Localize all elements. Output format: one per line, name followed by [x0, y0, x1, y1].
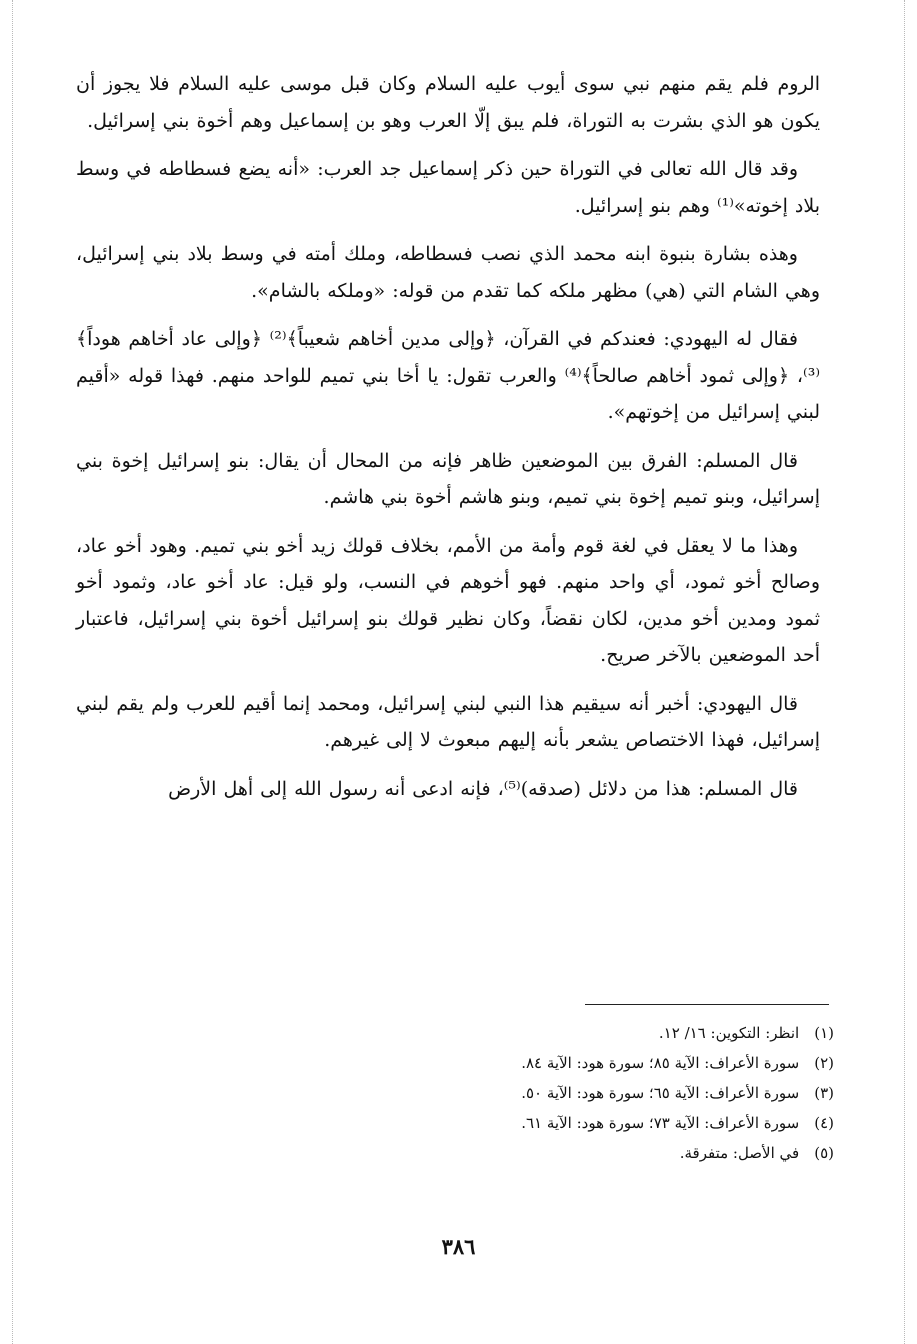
footnote-text: انظر: التكوين: ١٦/ ١٢. — [658, 1024, 800, 1042]
footnotes — [200, 1018, 834, 1168]
paragraph-2: وقد قال الله تعالى في التوراة حين ذكر إسماعيل جد العرب: «أنه يضع فسطاطه في وسط بلاد إخوته»⁽¹⁾ وهم بنو إسرائيل. — [76, 158, 820, 217]
footnote-2 — [200, 1048, 834, 1078]
footnote-number: (٤) — [814, 1114, 834, 1132]
footnote-3 — [200, 1078, 834, 1108]
footnote-text: سورة الأعراف: الآية ٨٥؛ سورة هود: الآية ٨٤. — [521, 1054, 800, 1072]
footnote-number: (٥) — [814, 1144, 834, 1162]
scan-edge-right — [904, 0, 905, 1344]
footnote-5 — [200, 1138, 834, 1168]
footnote-number: (١) — [814, 1024, 834, 1042]
footnote-text: سورة الأعراف: الآية ٧٣؛ سورة هود: الآية ٦١. — [521, 1114, 800, 1132]
paragraph-3: وهذه بشارة بنبوة ابنه محمد الذي نصب فسطاطه، وملك أمته في وسط بلاد بني إسرائيل، وهي الشام التي (هي) مظهر ملكه كما تقدم من قوله: «وملكه بالشام». — [76, 243, 820, 302]
footnote-4 — [200, 1108, 834, 1138]
footnote-text: سورة الأعراف: الآية ٦٥؛ سورة هود: الآية ٥٠. — [521, 1084, 800, 1102]
page-body — [76, 66, 820, 819]
footnote-number: (٢) — [814, 1054, 834, 1072]
footnote-separator — [585, 1004, 829, 1005]
footnote-1 — [200, 1018, 834, 1048]
paragraph-1: الروم فلم يقم منهم نبي سوى أيوب عليه السلام وكان قبل موسى عليه السلام فلا يجوز أن يكون هو الذي بشرت به التوراة، فلم يبق إلّا العرب وهو بن إسماعيل وهم أخوة بني إسرائيل. — [76, 73, 820, 132]
paragraph-8: قال المسلم: هذا من دلائل (صدقه)⁽⁵⁾، فإنه ادعى أنه رسول الله إلى أهل الأرض — [168, 777, 798, 800]
page-number: ٣٨٦ — [441, 1234, 476, 1259]
paragraph-4: فقال له اليهودي: فعندكم في القرآن، ﴿وإلى مدين أخاهم شعيباً﴾⁽²⁾ ﴿وإلى عاد أخاهم هوداً﴾⁽³⁾، ﴿وإلى ثمود أخاهم صالحاً﴾⁽⁴⁾ والعرب تقول: يا أخا بني تميم للواحد منهم. فهذا قوله «أقيم لبني إسرائيل من إخوتهم». — [76, 328, 820, 423]
footnote-number: (٣) — [814, 1084, 834, 1102]
paragraph-6: وهذا ما لا يعقل في لغة قوم وأمة من الأمم، بخلاف قولك زيد أخو بني تميم. وهود أخو عاد، وصالح أخو ثمود، أي واحد منهم. فهو أخوهم في النسب، ولو قيل: عاد أخو عاد، وثمود أخو ثمود ومدين أخو مدين، لكان نقضاً، وكان نظير قولك بنو إسرائيل أخوة بني إسرائيل، فاعتبار أحد الموضعين بالآخر صريح. — [76, 534, 820, 666]
paragraph-7: قال اليهودي: أخبر أنه سيقيم هذا النبي لبني إسرائيل، ومحمد إنما أقيم للعرب ولم يقم لبني إسرائيل، فهذا الاختصاص يشعر بأنه إليهم مبعوث لا إلى غيرهم. — [76, 692, 820, 751]
footnote-text: في الأصل: متفرقة. — [679, 1144, 800, 1162]
paragraph-5: قال المسلم: الفرق بين الموضعين ظاهر فإنه من المحال أن يقال: بنو إسرائيل إخوة بني إسرائيل، وبنو تميم إخوة بني تميم، وبنو هاشم أخوة بني هاشم. — [76, 449, 820, 508]
scan-edge-left — [12, 0, 13, 1344]
